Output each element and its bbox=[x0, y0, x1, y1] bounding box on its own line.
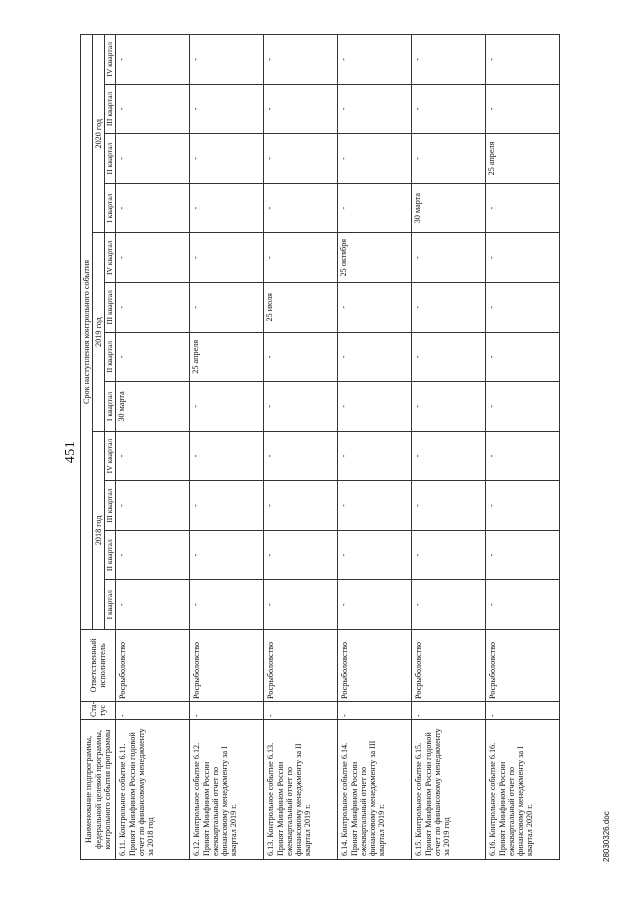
quarter-cell: - bbox=[190, 431, 264, 481]
header-deadline: Срок наступления контрольного события bbox=[81, 35, 93, 630]
quarter-cell: 25 апреля bbox=[486, 134, 560, 184]
table-row bbox=[486, 35, 560, 860]
header-responsible: Ответственный исполнитель bbox=[81, 630, 116, 702]
quarter-cell: - bbox=[486, 183, 560, 233]
header-quarter: I квартал bbox=[105, 382, 116, 432]
quarter-cell: - bbox=[264, 183, 338, 233]
quarter-cell: - bbox=[338, 282, 412, 332]
header-quarter: II квартал bbox=[105, 134, 116, 184]
quarter-cell: - bbox=[486, 382, 560, 432]
event-name: 6.14. Контрольное событие 6.14. Принят Минфином России ежеквартальный отчет по финансовому менеджменту за III квартал 2019 г. bbox=[338, 720, 412, 860]
quarter-cell: - bbox=[338, 332, 412, 382]
control-events-table bbox=[80, 34, 560, 860]
quarter-cell: - bbox=[190, 233, 264, 283]
quarter-cell: 30 марта bbox=[412, 183, 486, 233]
header-quarter: I квартал bbox=[105, 183, 116, 233]
header-quarter: IV квартал bbox=[105, 233, 116, 283]
header-quarter: IV квартал bbox=[105, 431, 116, 481]
quarter-cell: - bbox=[190, 134, 264, 184]
header-quarter: III квартал bbox=[105, 282, 116, 332]
table-row bbox=[412, 35, 486, 860]
event-responsible: Росрыболовство bbox=[190, 630, 264, 702]
header-quarter: III квартал bbox=[105, 84, 116, 134]
table-row bbox=[116, 35, 190, 860]
quarter-cell: - bbox=[116, 332, 190, 382]
quarter-cell: - bbox=[116, 35, 190, 85]
quarter-cell: - bbox=[116, 84, 190, 134]
quarter-cell: - bbox=[486, 481, 560, 531]
header-year-2019: 2019 год bbox=[93, 233, 105, 431]
event-name: 6.11. Контрольное событие 6.11. Принят Минфином России годовой отчет по финансовому менеджменту за 2018 год bbox=[116, 720, 190, 860]
quarter-cell: - bbox=[116, 134, 190, 184]
quarter-cell: - bbox=[190, 183, 264, 233]
quarter-cell: - bbox=[264, 84, 338, 134]
quarter-cell: - bbox=[116, 580, 190, 630]
quarter-cell: 25 апреля bbox=[190, 332, 264, 382]
quarter-cell: - bbox=[338, 134, 412, 184]
event-name: 6.16. Контрольное событие 6.16. Принят Минфином России ежеквартальный отчет по финансовому менеджменту за I квартал 2020 г. bbox=[486, 720, 560, 860]
document-page bbox=[20, 32, 620, 872]
table-row bbox=[338, 35, 412, 860]
table-row bbox=[190, 35, 264, 860]
quarter-cell: - bbox=[486, 580, 560, 630]
quarter-cell: - bbox=[116, 233, 190, 283]
quarter-cell: - bbox=[412, 35, 486, 85]
quarter-cell: - bbox=[486, 431, 560, 481]
quarter-cell: - bbox=[190, 282, 264, 332]
quarter-cell: - bbox=[412, 332, 486, 382]
event-status: - bbox=[116, 702, 190, 720]
quarter-cell: - bbox=[264, 530, 338, 580]
quarter-cell: - bbox=[412, 481, 486, 531]
quarter-cell: - bbox=[486, 332, 560, 382]
event-responsible: Росрыболовство bbox=[116, 630, 190, 702]
quarter-cell: - bbox=[116, 431, 190, 481]
page-number: 451 bbox=[63, 440, 78, 464]
quarter-cell: - bbox=[338, 84, 412, 134]
document-file-code: 28030326.doc bbox=[602, 811, 611, 862]
header-status: Ста-тус bbox=[81, 702, 116, 720]
event-status: - bbox=[338, 702, 412, 720]
quarter-cell: - bbox=[412, 233, 486, 283]
header-quarter: IV квартал bbox=[105, 35, 116, 85]
quarter-cell: - bbox=[412, 282, 486, 332]
quarter-cell: - bbox=[190, 35, 264, 85]
event-status: - bbox=[486, 702, 560, 720]
header-year-2018: 2018 год bbox=[93, 431, 105, 629]
quarter-cell: - bbox=[116, 481, 190, 531]
quarter-cell: - bbox=[338, 431, 412, 481]
quarter-cell: - bbox=[338, 580, 412, 630]
header-quarter: III квартал bbox=[105, 481, 116, 531]
quarter-cell: - bbox=[412, 382, 486, 432]
event-responsible: Росрыболовство bbox=[412, 630, 486, 702]
quarter-cell: - bbox=[486, 35, 560, 85]
quarter-cell: - bbox=[486, 84, 560, 134]
quarter-cell: - bbox=[264, 134, 338, 184]
table-row bbox=[264, 35, 338, 860]
quarter-cell: - bbox=[116, 183, 190, 233]
quarter-cell: - bbox=[412, 84, 486, 134]
quarter-cell: 25 июля bbox=[264, 282, 338, 332]
quarter-cell: 25 октября bbox=[338, 233, 412, 283]
quarter-cell: - bbox=[412, 580, 486, 630]
quarter-cell: - bbox=[338, 382, 412, 432]
quarter-cell: 30 марта bbox=[116, 382, 190, 432]
quarter-cell: - bbox=[190, 530, 264, 580]
event-status: - bbox=[264, 702, 338, 720]
header-quarter: II квартал bbox=[105, 530, 116, 580]
quarter-cell: - bbox=[338, 530, 412, 580]
quarter-cell: - bbox=[264, 580, 338, 630]
quarter-cell: - bbox=[338, 183, 412, 233]
quarter-cell: - bbox=[116, 530, 190, 580]
quarter-cell: - bbox=[190, 481, 264, 531]
header-name: Наименование подпрограммы, федеральной целевой программы, контрольного события программы bbox=[81, 720, 116, 860]
quarter-cell: - bbox=[486, 233, 560, 283]
quarter-cell: - bbox=[264, 382, 338, 432]
event-status: - bbox=[190, 702, 264, 720]
event-name: 6.13. Контрольное событие 6.13. Принят Минфином России ежеквартальный отчет по финансовому менеджменту за II квартал 2019 г. bbox=[264, 720, 338, 860]
event-responsible: Росрыболовство bbox=[486, 630, 560, 702]
quarter-cell: - bbox=[486, 530, 560, 580]
quarter-cell: - bbox=[338, 35, 412, 85]
quarter-cell: - bbox=[264, 332, 338, 382]
quarter-cell: - bbox=[412, 530, 486, 580]
event-status: - bbox=[412, 702, 486, 720]
quarter-cell: - bbox=[116, 282, 190, 332]
header-quarter: I квартал bbox=[105, 580, 116, 630]
quarter-cell: - bbox=[264, 431, 338, 481]
quarter-cell: - bbox=[264, 35, 338, 85]
quarter-cell: - bbox=[264, 233, 338, 283]
event-name: 6.15. Контрольное событие 6.15. Принят Минфином России годовой отчет по финансовому менеджменту за 2019 год bbox=[412, 720, 486, 860]
quarter-cell: - bbox=[264, 481, 338, 531]
event-name: 6.12. Контрольное событие 6.12. Принят Минфином России ежеквартальный отчет по финансовому менеджменту за I квартал 2019 г. bbox=[190, 720, 264, 860]
header-quarter: II квартал bbox=[105, 332, 116, 382]
event-responsible: Росрыболовство bbox=[338, 630, 412, 702]
quarter-cell: - bbox=[190, 84, 264, 134]
quarter-cell: - bbox=[412, 134, 486, 184]
header-year-2020: 2020 год bbox=[93, 35, 105, 233]
event-responsible: Росрыболовство bbox=[264, 630, 338, 702]
quarter-cell: - bbox=[412, 431, 486, 481]
quarter-cell: - bbox=[338, 481, 412, 531]
quarter-cell: - bbox=[486, 282, 560, 332]
quarter-cell: - bbox=[190, 382, 264, 432]
quarter-cell: - bbox=[190, 580, 264, 630]
